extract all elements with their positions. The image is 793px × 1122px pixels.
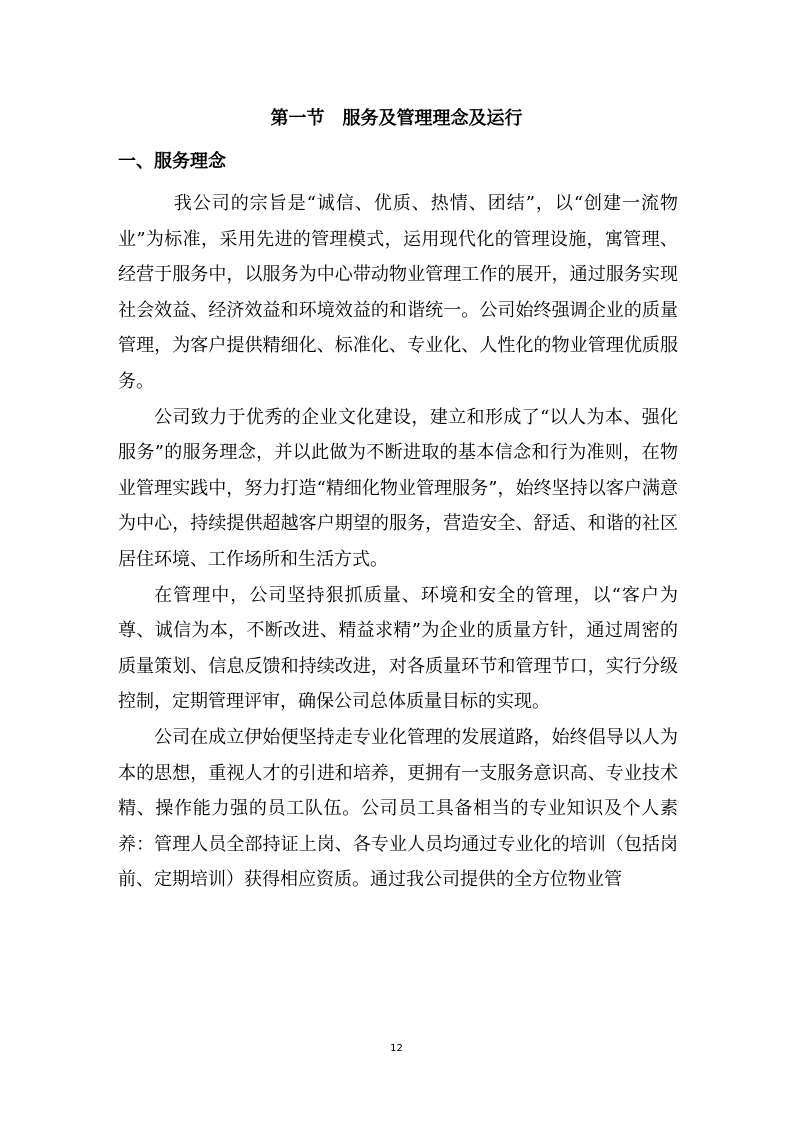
- page-number: 12: [390, 1043, 403, 1054]
- paragraph-2: 公司致力于优秀的企业文化建设，建立和形成了“以人为本、强化服务”的服务理念，并以此做为不断进取的基本信念和行为准则，在物业管理实践中，努力打造“精细化物业管理服务”，始终坚持以客户满意为中心，持续提供超越客户期望的服务，营造安全、舒适、和谐的社区居住环境、工作场所和生活方式。: [118, 406, 678, 570]
- paragraph-1: 我公司的宗旨是“诚信、优质、热情、团结”，以“创建一流物业”为标准，采用先进的管理模式，运用现代化的管理设施，寓管理、经营于服务中，以服务为中心带动物业管理工作的展开，通过服务实现社会效益、经济效益和环境效益的和谐统一。公司始终强调企业的质量管理，为客户提供精细化、标准化、专业化、人性化的物业管理优质服务。: [118, 193, 678, 392]
- section-title: 第一节 服务及管理理念及运行: [270, 108, 523, 129]
- body-text: [118, 186, 678, 898]
- heading-service-concept: 一、服务理念: [118, 151, 226, 172]
- paragraph-3: 在管理中，公司坚持狠抓质量、环境和安全的管理，以“客户为尊、诚信为本，不断改进、精益求精”为企业的质量方针，通过周密的质量策划、信息反馈和持续改进，对各质量环节和管理节口，实行分级控制，定期管理评审，确保公司总体质量目标的实现。: [118, 584, 678, 713]
- paragraph-4: 公司在成立伊始便坚持走专业化管理的发展道路，始终倡导以人为本的思想，重视人才的引进和培养，更拥有一支服务意识高、专业技术精、操作能力强的员工队伍。公司员工具备相当的专业知识及个人素养：管理人员全部持证上岗、各专业人员均通过专业化的培训（包括岗前、定期培训）获得相应资质。通过我公司提供的全方位物业管: [118, 726, 678, 891]
